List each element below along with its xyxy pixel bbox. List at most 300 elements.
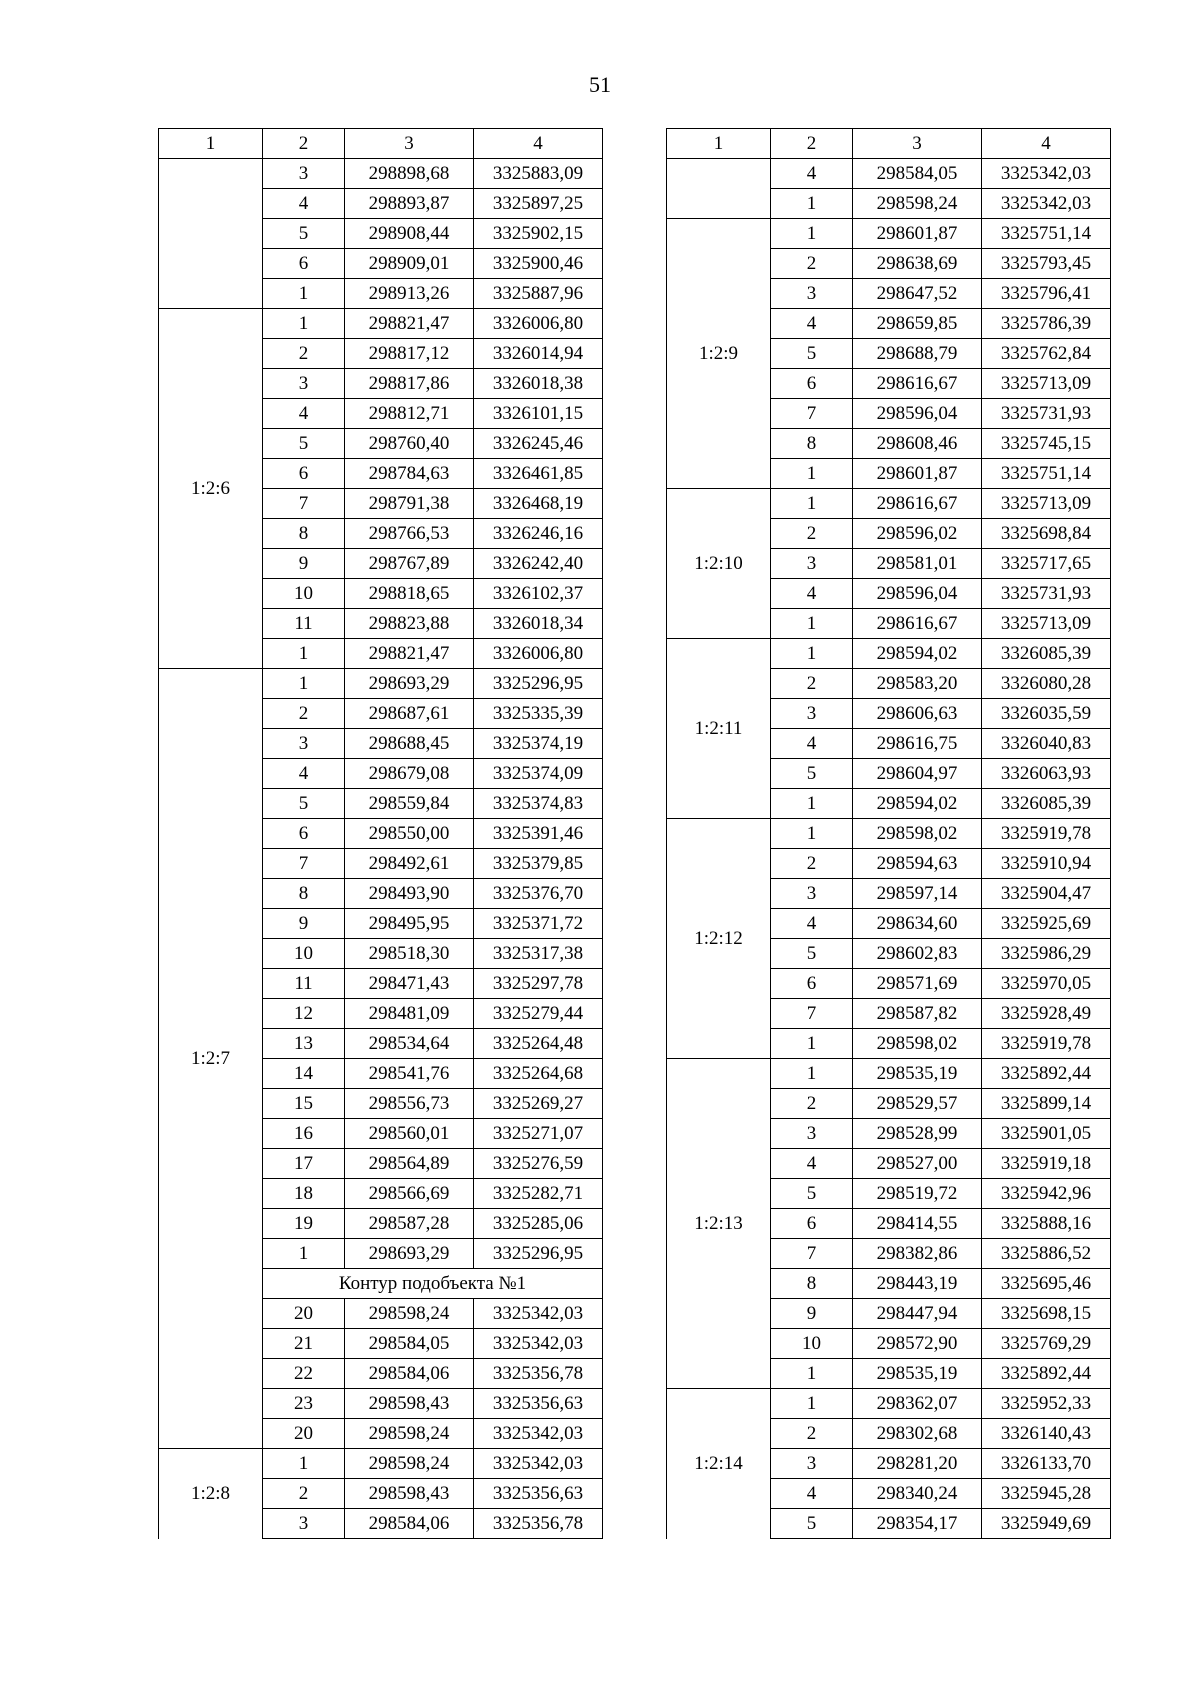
y-coordinate-cell: 3325371,72 — [474, 909, 603, 939]
coordinates-table-right — [666, 128, 1111, 1539]
y-coordinate-cell: 3325899,14 — [982, 1089, 1111, 1119]
point-number-cell: 3 — [771, 549, 853, 579]
point-number-cell: 1 — [771, 219, 853, 249]
table-row — [667, 639, 1111, 669]
x-coordinate-cell: 298598,43 — [345, 1389, 474, 1419]
y-coordinate-cell: 3325356,63 — [474, 1479, 603, 1509]
point-number-cell: 9 — [771, 1299, 853, 1329]
y-coordinate-cell: 3325902,15 — [474, 219, 603, 249]
y-coordinate-cell: 3325279,44 — [474, 999, 603, 1029]
group-label-cell: 1:2:10 — [667, 489, 771, 639]
subobject-contour-heading: Контур подобъекта №1 — [263, 1269, 603, 1299]
point-number-cell: 11 — [263, 969, 345, 999]
point-number-cell: 4 — [771, 309, 853, 339]
point-number-cell: 17 — [263, 1149, 345, 1179]
point-number-cell: 2 — [771, 849, 853, 879]
x-coordinate-cell: 298559,84 — [345, 789, 474, 819]
y-coordinate-cell: 3325892,44 — [982, 1059, 1111, 1089]
x-coordinate-cell: 298340,24 — [853, 1479, 982, 1509]
y-coordinate-cell: 3325796,41 — [982, 279, 1111, 309]
point-number-cell: 5 — [771, 759, 853, 789]
point-number-cell: 22 — [263, 1359, 345, 1389]
y-coordinate-cell: 3325952,33 — [982, 1389, 1111, 1419]
x-coordinate-cell: 298560,01 — [345, 1119, 474, 1149]
group-label-cell: 1:2:8 — [159, 1449, 263, 1539]
x-coordinate-cell: 298647,52 — [853, 279, 982, 309]
x-coordinate-cell: 298688,79 — [853, 339, 982, 369]
x-coordinate-cell: 298908,44 — [345, 219, 474, 249]
point-number-cell: 1 — [771, 489, 853, 519]
point-number-cell: 12 — [263, 999, 345, 1029]
y-coordinate-cell: 3325271,07 — [474, 1119, 603, 1149]
point-number-cell: 7 — [771, 1239, 853, 1269]
point-number-cell: 6 — [771, 969, 853, 999]
y-coordinate-cell: 3325713,09 — [982, 369, 1111, 399]
point-number-cell: 2 — [771, 1089, 853, 1119]
point-number-cell: 1 — [263, 1449, 345, 1479]
group-label-cell: 1:2:11 — [667, 639, 771, 819]
point-number-cell: 23 — [263, 1389, 345, 1419]
point-number-cell: 6 — [263, 459, 345, 489]
point-number-cell: 6 — [771, 369, 853, 399]
x-coordinate-cell: 298679,08 — [345, 759, 474, 789]
y-coordinate-cell: 3325919,78 — [982, 1029, 1111, 1059]
y-coordinate-cell: 3325762,84 — [982, 339, 1111, 369]
x-coordinate-cell: 298812,71 — [345, 399, 474, 429]
point-number-cell: 2 — [771, 1419, 853, 1449]
x-coordinate-cell: 298584,05 — [853, 159, 982, 189]
point-number-cell: 2 — [771, 669, 853, 699]
x-coordinate-cell: 298584,05 — [345, 1329, 474, 1359]
table-row — [159, 669, 603, 699]
x-coordinate-cell: 298529,57 — [853, 1089, 982, 1119]
y-coordinate-cell: 3326040,83 — [982, 729, 1111, 759]
group-label-cell — [667, 159, 771, 219]
x-coordinate-cell: 298447,94 — [853, 1299, 982, 1329]
point-number-cell: 1 — [771, 609, 853, 639]
y-coordinate-cell: 3325751,14 — [982, 459, 1111, 489]
x-coordinate-cell: 298587,82 — [853, 999, 982, 1029]
x-coordinate-cell: 298550,00 — [345, 819, 474, 849]
x-coordinate-cell: 298566,69 — [345, 1179, 474, 1209]
x-coordinate-cell: 298471,43 — [345, 969, 474, 999]
x-coordinate-cell: 298302,68 — [853, 1419, 982, 1449]
x-coordinate-cell: 298519,72 — [853, 1179, 982, 1209]
y-coordinate-cell: 3325342,03 — [474, 1299, 603, 1329]
y-coordinate-cell: 3325374,09 — [474, 759, 603, 789]
x-coordinate-cell: 298766,53 — [345, 519, 474, 549]
point-number-cell: 7 — [771, 999, 853, 1029]
x-coordinate-cell: 298535,19 — [853, 1359, 982, 1389]
y-coordinate-cell: 3325276,59 — [474, 1149, 603, 1179]
x-coordinate-cell: 298909,01 — [345, 249, 474, 279]
y-coordinate-cell: 3326018,34 — [474, 609, 603, 639]
header-cell: 1 — [159, 129, 263, 159]
y-coordinate-cell: 3325883,09 — [474, 159, 603, 189]
y-coordinate-cell: 3326035,59 — [982, 699, 1111, 729]
y-coordinate-cell: 3325970,05 — [982, 969, 1111, 999]
point-number-cell: 20 — [263, 1299, 345, 1329]
x-coordinate-cell: 298634,60 — [853, 909, 982, 939]
point-number-cell: 2 — [263, 1479, 345, 1509]
point-number-cell: 18 — [263, 1179, 345, 1209]
y-coordinate-cell: 3325986,29 — [982, 939, 1111, 969]
x-coordinate-cell: 298893,87 — [345, 189, 474, 219]
y-coordinate-cell: 3325264,68 — [474, 1059, 603, 1089]
point-number-cell: 3 — [771, 699, 853, 729]
x-coordinate-cell: 298616,67 — [853, 609, 982, 639]
y-coordinate-cell: 3325342,03 — [474, 1419, 603, 1449]
x-coordinate-cell: 298693,29 — [345, 669, 474, 699]
x-coordinate-cell: 298518,30 — [345, 939, 474, 969]
point-number-cell: 8 — [771, 1269, 853, 1299]
x-coordinate-cell: 298534,64 — [345, 1029, 474, 1059]
y-coordinate-cell: 3325751,14 — [982, 219, 1111, 249]
y-coordinate-cell: 3325296,95 — [474, 1239, 603, 1269]
point-number-cell: 4 — [263, 189, 345, 219]
x-coordinate-cell: 298596,02 — [853, 519, 982, 549]
x-coordinate-cell: 298443,19 — [853, 1269, 982, 1299]
y-coordinate-cell: 3325356,63 — [474, 1389, 603, 1419]
point-number-cell: 1 — [263, 1239, 345, 1269]
x-coordinate-cell: 298492,61 — [345, 849, 474, 879]
group-label-cell — [159, 159, 263, 309]
y-coordinate-cell: 3325731,93 — [982, 579, 1111, 609]
y-coordinate-cell: 3326018,38 — [474, 369, 603, 399]
x-coordinate-cell: 298898,68 — [345, 159, 474, 189]
point-number-cell: 4 — [771, 579, 853, 609]
x-coordinate-cell: 298817,12 — [345, 339, 474, 369]
y-coordinate-cell: 3326461,85 — [474, 459, 603, 489]
y-coordinate-cell: 3326140,43 — [982, 1419, 1111, 1449]
y-coordinate-cell: 3326242,40 — [474, 549, 603, 579]
point-number-cell: 16 — [263, 1119, 345, 1149]
y-coordinate-cell: 3326245,46 — [474, 429, 603, 459]
y-coordinate-cell: 3325886,52 — [982, 1239, 1111, 1269]
point-number-cell: 3 — [263, 729, 345, 759]
point-number-cell: 13 — [263, 1029, 345, 1059]
y-coordinate-cell: 3325949,69 — [982, 1509, 1111, 1539]
group-label-cell: 1:2:13 — [667, 1059, 771, 1389]
point-number-cell: 9 — [263, 909, 345, 939]
point-number-cell: 2 — [263, 699, 345, 729]
y-coordinate-cell: 3326006,80 — [474, 309, 603, 339]
x-coordinate-cell: 298616,67 — [853, 369, 982, 399]
y-coordinate-cell: 3326246,16 — [474, 519, 603, 549]
y-coordinate-cell: 3326101,15 — [474, 399, 603, 429]
y-coordinate-cell: 3326133,70 — [982, 1449, 1111, 1479]
y-coordinate-cell: 3325901,05 — [982, 1119, 1111, 1149]
y-coordinate-cell: 3325335,39 — [474, 699, 603, 729]
group-label-cell: 1:2:14 — [667, 1389, 771, 1539]
table-row — [667, 159, 1111, 189]
x-coordinate-cell: 298541,76 — [345, 1059, 474, 1089]
x-coordinate-cell: 298527,00 — [853, 1149, 982, 1179]
point-number-cell: 8 — [263, 879, 345, 909]
x-coordinate-cell: 298659,85 — [853, 309, 982, 339]
point-number-cell: 3 — [263, 159, 345, 189]
y-coordinate-cell: 3325356,78 — [474, 1509, 603, 1539]
point-number-cell: 5 — [263, 789, 345, 819]
y-coordinate-cell: 3325297,78 — [474, 969, 603, 999]
x-coordinate-cell: 298597,14 — [853, 879, 982, 909]
point-number-cell: 3 — [263, 369, 345, 399]
point-number-cell: 6 — [263, 819, 345, 849]
x-coordinate-cell: 298604,97 — [853, 759, 982, 789]
y-coordinate-cell: 3326006,80 — [474, 639, 603, 669]
point-number-cell: 4 — [771, 1479, 853, 1509]
y-coordinate-cell: 3325285,06 — [474, 1209, 603, 1239]
point-number-cell: 7 — [263, 489, 345, 519]
y-coordinate-cell: 3325269,27 — [474, 1089, 603, 1119]
table-row — [667, 819, 1111, 849]
x-coordinate-cell: 298638,69 — [853, 249, 982, 279]
x-coordinate-cell: 298594,63 — [853, 849, 982, 879]
y-coordinate-cell: 3325900,46 — [474, 249, 603, 279]
page-number: 51 — [589, 72, 611, 97]
point-number-cell: 2 — [263, 339, 345, 369]
point-number-cell: 2 — [771, 249, 853, 279]
point-number-cell: 3 — [263, 1509, 345, 1539]
y-coordinate-cell: 3325904,47 — [982, 879, 1111, 909]
y-coordinate-cell: 3325888,16 — [982, 1209, 1111, 1239]
table-row — [667, 1389, 1111, 1419]
point-number-cell: 4 — [771, 159, 853, 189]
y-coordinate-cell: 3326080,28 — [982, 669, 1111, 699]
x-coordinate-cell: 298596,04 — [853, 579, 982, 609]
header-cell: 2 — [263, 129, 345, 159]
x-coordinate-cell: 298594,02 — [853, 789, 982, 819]
point-number-cell: 5 — [263, 219, 345, 249]
point-number-cell: 3 — [771, 279, 853, 309]
point-number-cell: 7 — [263, 849, 345, 879]
point-number-cell: 3 — [771, 879, 853, 909]
point-number-cell: 1 — [771, 1359, 853, 1389]
y-coordinate-cell: 3325910,94 — [982, 849, 1111, 879]
y-coordinate-cell: 3325374,83 — [474, 789, 603, 819]
point-number-cell: 10 — [263, 939, 345, 969]
point-number-cell: 11 — [263, 609, 345, 639]
y-coordinate-cell: 3325919,18 — [982, 1149, 1111, 1179]
x-coordinate-cell: 298616,67 — [853, 489, 982, 519]
x-coordinate-cell: 298602,83 — [853, 939, 982, 969]
y-coordinate-cell: 3325928,49 — [982, 999, 1111, 1029]
y-coordinate-cell: 3325342,03 — [982, 159, 1111, 189]
y-coordinate-cell: 3325713,09 — [982, 609, 1111, 639]
point-number-cell: 1 — [771, 1029, 853, 1059]
y-coordinate-cell: 3325698,15 — [982, 1299, 1111, 1329]
point-number-cell: 8 — [771, 429, 853, 459]
x-coordinate-cell: 298767,89 — [345, 549, 474, 579]
point-number-cell: 9 — [263, 549, 345, 579]
point-number-cell: 1 — [771, 189, 853, 219]
point-number-cell: 20 — [263, 1419, 345, 1449]
x-coordinate-cell: 298598,24 — [345, 1449, 474, 1479]
x-coordinate-cell: 298601,87 — [853, 219, 982, 249]
x-coordinate-cell: 298362,07 — [853, 1389, 982, 1419]
point-number-cell: 4 — [771, 1149, 853, 1179]
y-coordinate-cell: 3325717,65 — [982, 549, 1111, 579]
y-coordinate-cell: 3325887,96 — [474, 279, 603, 309]
x-coordinate-cell: 298354,17 — [853, 1509, 982, 1539]
x-coordinate-cell: 298821,47 — [345, 309, 474, 339]
point-number-cell: 5 — [771, 339, 853, 369]
x-coordinate-cell: 298528,99 — [853, 1119, 982, 1149]
x-coordinate-cell: 298581,01 — [853, 549, 982, 579]
x-coordinate-cell: 298818,65 — [345, 579, 474, 609]
point-number-cell: 3 — [771, 1449, 853, 1479]
point-number-cell: 1 — [771, 789, 853, 819]
x-coordinate-cell: 298601,87 — [853, 459, 982, 489]
point-number-cell: 4 — [263, 759, 345, 789]
point-number-cell: 1 — [263, 669, 345, 699]
point-number-cell: 4 — [263, 399, 345, 429]
y-coordinate-cell: 3325793,45 — [982, 249, 1111, 279]
y-coordinate-cell: 3326102,37 — [474, 579, 603, 609]
y-coordinate-cell: 3326085,39 — [982, 639, 1111, 669]
header-cell: 2 — [771, 129, 853, 159]
x-coordinate-cell: 298608,46 — [853, 429, 982, 459]
y-coordinate-cell: 3326085,39 — [982, 789, 1111, 819]
table-row — [159, 1449, 603, 1479]
x-coordinate-cell: 298596,04 — [853, 399, 982, 429]
x-coordinate-cell: 298587,28 — [345, 1209, 474, 1239]
table-row — [667, 489, 1111, 519]
x-coordinate-cell: 298556,73 — [345, 1089, 474, 1119]
point-number-cell: 21 — [263, 1329, 345, 1359]
x-coordinate-cell: 298281,20 — [853, 1449, 982, 1479]
point-number-cell: 5 — [771, 1509, 853, 1539]
point-number-cell: 4 — [771, 729, 853, 759]
header-cell: 4 — [982, 129, 1111, 159]
group-label-cell: 1:2:9 — [667, 219, 771, 489]
y-coordinate-cell: 3325713,09 — [982, 489, 1111, 519]
x-coordinate-cell: 298693,29 — [345, 1239, 474, 1269]
coordinates-table-left — [158, 128, 603, 1539]
group-label-cell: 1:2:12 — [667, 819, 771, 1059]
point-number-cell: 1 — [263, 309, 345, 339]
x-coordinate-cell: 298564,89 — [345, 1149, 474, 1179]
x-coordinate-cell: 298481,09 — [345, 999, 474, 1029]
y-coordinate-cell: 3325296,95 — [474, 669, 603, 699]
point-number-cell: 1 — [263, 639, 345, 669]
y-coordinate-cell: 3325317,38 — [474, 939, 603, 969]
x-coordinate-cell: 298414,55 — [853, 1209, 982, 1239]
y-coordinate-cell: 3325731,93 — [982, 399, 1111, 429]
x-coordinate-cell: 298598,24 — [853, 189, 982, 219]
x-coordinate-cell: 298382,86 — [853, 1239, 982, 1269]
y-coordinate-cell: 3325786,39 — [982, 309, 1111, 339]
header-cell: 4 — [474, 129, 603, 159]
point-number-cell: 6 — [771, 1209, 853, 1239]
point-number-cell: 1 — [771, 639, 853, 669]
x-coordinate-cell: 298616,75 — [853, 729, 982, 759]
point-number-cell: 10 — [771, 1329, 853, 1359]
y-coordinate-cell: 3325391,46 — [474, 819, 603, 849]
y-coordinate-cell: 3325897,25 — [474, 189, 603, 219]
y-coordinate-cell: 3326063,93 — [982, 759, 1111, 789]
x-coordinate-cell: 298535,19 — [853, 1059, 982, 1089]
point-number-cell: 14 — [263, 1059, 345, 1089]
x-coordinate-cell: 298791,38 — [345, 489, 474, 519]
x-coordinate-cell: 298760,40 — [345, 429, 474, 459]
y-coordinate-cell: 3325919,78 — [982, 819, 1111, 849]
header-row — [667, 129, 1111, 159]
y-coordinate-cell: 3325374,19 — [474, 729, 603, 759]
table-row — [159, 309, 603, 339]
x-coordinate-cell: 298594,02 — [853, 639, 982, 669]
x-coordinate-cell: 298913,26 — [345, 279, 474, 309]
point-number-cell: 1 — [771, 819, 853, 849]
x-coordinate-cell: 298817,86 — [345, 369, 474, 399]
y-coordinate-cell: 3325342,03 — [982, 189, 1111, 219]
x-coordinate-cell: 298572,90 — [853, 1329, 982, 1359]
x-coordinate-cell: 298823,88 — [345, 609, 474, 639]
point-number-cell: 15 — [263, 1089, 345, 1119]
point-number-cell: 5 — [263, 429, 345, 459]
y-coordinate-cell: 3325945,28 — [982, 1479, 1111, 1509]
point-number-cell: 8 — [263, 519, 345, 549]
y-coordinate-cell: 3325769,29 — [982, 1329, 1111, 1359]
y-coordinate-cell: 3325942,96 — [982, 1179, 1111, 1209]
x-coordinate-cell: 298598,24 — [345, 1299, 474, 1329]
y-coordinate-cell: 3326468,19 — [474, 489, 603, 519]
point-number-cell: 1 — [771, 1059, 853, 1089]
x-coordinate-cell: 298495,95 — [345, 909, 474, 939]
point-number-cell: 4 — [771, 909, 853, 939]
x-coordinate-cell: 298583,20 — [853, 669, 982, 699]
y-coordinate-cell: 3325379,85 — [474, 849, 603, 879]
point-number-cell: 5 — [771, 939, 853, 969]
point-number-cell: 2 — [771, 519, 853, 549]
y-coordinate-cell: 3325376,70 — [474, 879, 603, 909]
group-label-cell: 1:2:7 — [159, 669, 263, 1449]
point-number-cell: 1 — [771, 1389, 853, 1419]
x-coordinate-cell: 298784,63 — [345, 459, 474, 489]
header-cell: 3 — [853, 129, 982, 159]
x-coordinate-cell: 298687,61 — [345, 699, 474, 729]
y-coordinate-cell: 3325698,84 — [982, 519, 1111, 549]
y-coordinate-cell: 3325264,48 — [474, 1029, 603, 1059]
point-number-cell: 1 — [771, 459, 853, 489]
header-cell: 1 — [667, 129, 771, 159]
point-number-cell: 5 — [771, 1179, 853, 1209]
y-coordinate-cell: 3325342,03 — [474, 1329, 603, 1359]
x-coordinate-cell: 298598,02 — [853, 819, 982, 849]
group-label-cell: 1:2:6 — [159, 309, 263, 669]
x-coordinate-cell: 298606,63 — [853, 699, 982, 729]
y-coordinate-cell: 3325282,71 — [474, 1179, 603, 1209]
table-row — [159, 159, 603, 189]
y-coordinate-cell: 3325342,03 — [474, 1449, 603, 1479]
x-coordinate-cell: 298493,90 — [345, 879, 474, 909]
point-number-cell: 10 — [263, 579, 345, 609]
y-coordinate-cell: 3325745,15 — [982, 429, 1111, 459]
x-coordinate-cell: 298598,02 — [853, 1029, 982, 1059]
x-coordinate-cell: 298584,06 — [345, 1359, 474, 1389]
y-coordinate-cell: 3325892,44 — [982, 1359, 1111, 1389]
x-coordinate-cell: 298598,43 — [345, 1479, 474, 1509]
point-number-cell: 3 — [771, 1119, 853, 1149]
y-coordinate-cell: 3325356,78 — [474, 1359, 603, 1389]
table-row — [667, 1059, 1111, 1089]
header-row — [159, 129, 603, 159]
point-number-cell: 6 — [263, 249, 345, 279]
x-coordinate-cell: 298688,45 — [345, 729, 474, 759]
header-cell: 3 — [345, 129, 474, 159]
table-row — [667, 219, 1111, 249]
x-coordinate-cell: 298598,24 — [345, 1419, 474, 1449]
